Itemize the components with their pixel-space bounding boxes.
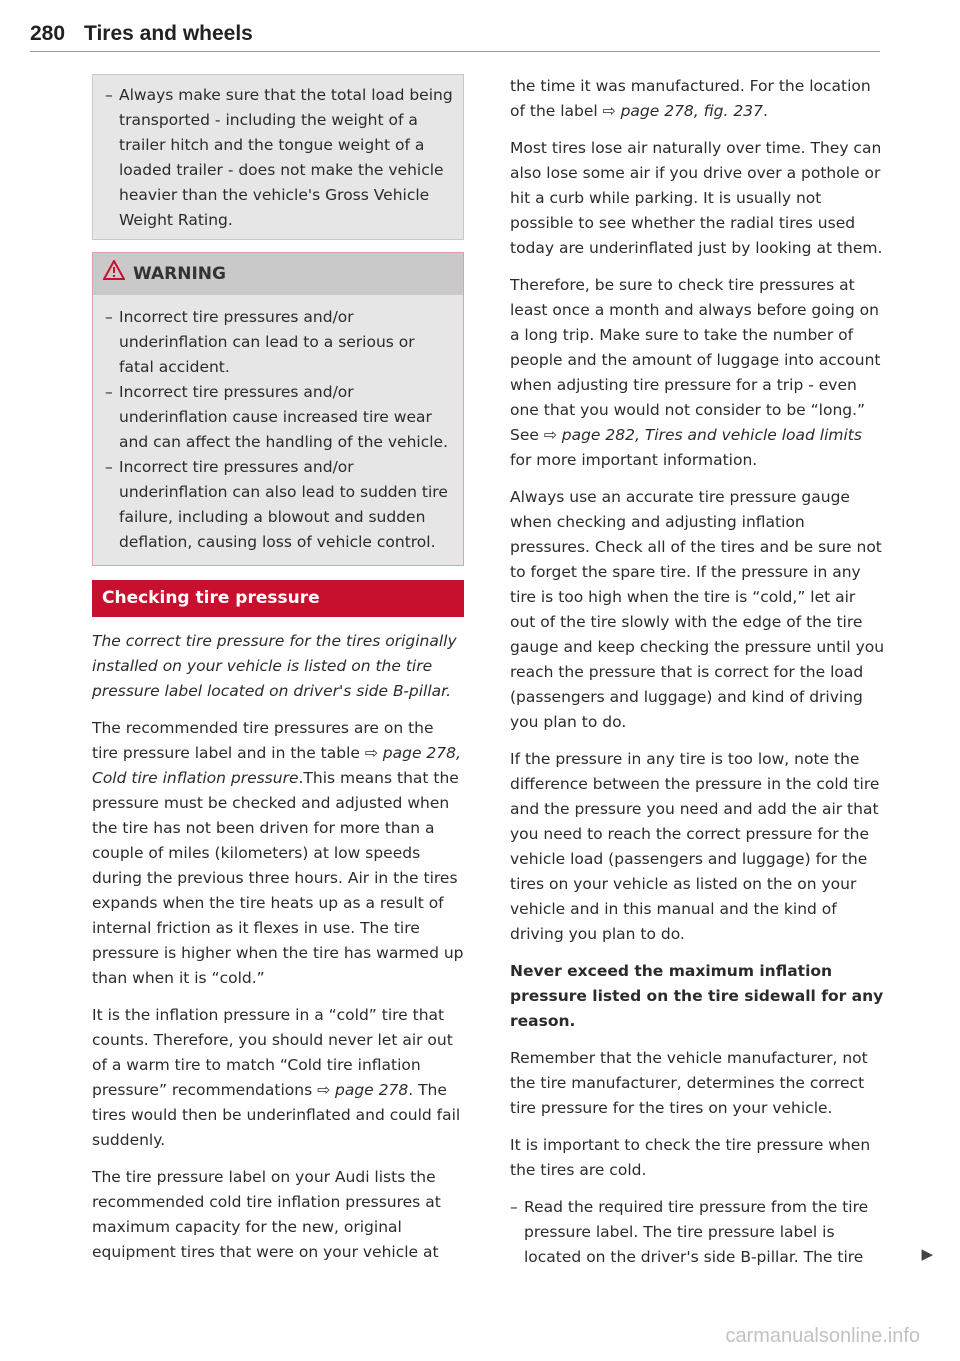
section-heading: Checking tire pressure: [92, 580, 464, 617]
page-reference-link[interactable]: ⇨ page 278: [317, 1081, 409, 1099]
load-note-item: – Always make sure that the total load being transported - including the weight of a trailer hitch and the tongue weight of a loaded trailer - does not make the vehicle heavier than the vehicle's Gross Vehicle Weight Rating.: [105, 83, 453, 233]
left-column: [92, 74, 464, 1265]
warning-item: – Incorrect tire pressures and/or underinflation can lead to a serious or fatal accident.: [105, 305, 453, 380]
warning-triangle-icon: [103, 260, 125, 288]
page-reference-link[interactable]: ⇨ page 282, Tires and vehicle load limits: [543, 426, 862, 444]
paragraph: Always use an accurate tire pressure gauge when checking and adjusting inflation pressures. Check all of the tires and be sure not to forget the spare tire. If the pressure in any tire is too high when the tire is “cold,” let air out of the tire slowly with the edge of the tire gauge and keep checking the pressure until you reach the pressure that is correct for the load (passengers and luggage) and kind of driving you plan to do.: [510, 488, 885, 731]
warning-item: – Incorrect tire pressures and/or underinflation can also lead to sudden tire failure, including a blowout and sudden deflation, causing loss of vehicle control.: [105, 455, 453, 555]
warning-title: WARNING: [133, 263, 226, 284]
paragraph: If the pressure in any tire is too low, note the difference between the pressure in the cold tire and the pressure you need and add the air that you need to reach the correct pressure for the vehicle load (passengers and luggage) for the tires on your vehicle as listed on the on your vehicle and in this manual and the kind of driving you plan to do.: [510, 750, 880, 943]
step-item: – Read the required tire pressure from the tire pressure label. The tire pressure label is located on the driver's side B-pillar. The tire: [510, 1195, 885, 1270]
page-header: [30, 22, 880, 52]
header-rule: [30, 51, 880, 52]
load-note-box: [92, 74, 464, 240]
paragraph: Most tires lose air naturally over time. They can also lose some air if you drive over a pothole or hit a curb while parking. It is usually not possible to see whether the radial tires used today are underinflated just by looking at them.: [510, 139, 883, 257]
warning-body: [93, 295, 463, 565]
paragraph: It is important to check the tire pressure when the tires are cold.: [510, 1136, 871, 1179]
warning-header: [93, 253, 463, 295]
paragraph: It is the inflation pressure in a “cold” tire that counts. Therefore, you should never let air out of a warm tire to match “Cold tire inflation pressure” recommendations ⇨ page 278. The tires would then be underinflated and could fail suddenly.: [92, 1006, 461, 1149]
page-reference-link[interactable]: ⇨ page 278, fig. 237: [602, 102, 763, 120]
right-column: [510, 74, 933, 1270]
chapter-title: Tires and wheels: [84, 22, 253, 45]
bold-notice: Never exceed the maximum inflation pressure listed on the tire sidewall for any reason.: [510, 962, 884, 1030]
paragraph: The tire pressure label on your Audi lists the recommended cold tire inflation pressures at maximum capacity for the new, original equipment tires that were on your vehicle at: [92, 1168, 441, 1261]
paragraph: Remember that the vehicle manufacturer, not the tire manufacturer, determines the correct tire pressure for the tires on your vehicle.: [510, 1049, 868, 1117]
step-list: [510, 1195, 933, 1270]
watermark: carmanualsonline.info: [725, 1325, 920, 1347]
paragraph: Therefore, be sure to check tire pressures at least once a month and always before going on a long trip. Make sure to take the number of people and the amount of luggage into account when adjusting tire pressure for a trip - even one that you would not consider to be “long.” See ⇨ page 282, Tires and vehicle load limits for more important information.: [510, 276, 881, 469]
paragraph: the time it was manufactured. For the location of the label ⇨ page 278, fig. 237.: [510, 77, 871, 120]
paragraph: The recommended tire pressures are on the tire pressure label and in the table ⇨ page 278, Cold tire inflation pressure.This means that the pressure must be checked and adjusted when the tire has not been driven for more than a couple of miles (kilometers) at low speeds during the previous three hours. Air in the tires expands when the tire heats up as a result of internal friction as it flexes in use. The tire pressure is higher when the tire has warmed up than when it is “cold.”: [92, 719, 464, 987]
section-intro: The correct tire pressure for the tires originally installed on your vehicle is listed on the tire pressure label located on driver's side B-pillar.: [92, 632, 457, 700]
warning-item: – Incorrect tire pressures and/or underinflation cause increased tire wear and can affect the handling of the vehicle.: [105, 380, 453, 455]
warning-box: [92, 252, 464, 566]
page-reference-link[interactable]: ⇨ page 278, Cold tire inflation pressure: [92, 744, 461, 787]
continue-arrow-icon: ▶: [921, 1245, 933, 1263]
page-number: 280: [30, 22, 66, 45]
